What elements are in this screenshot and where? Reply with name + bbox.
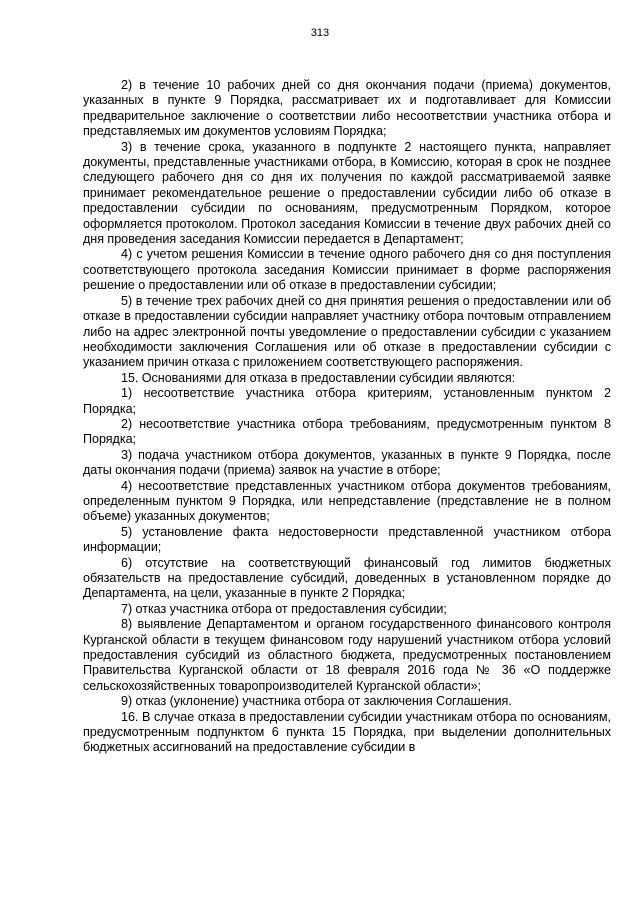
- paragraph-15-7: 7) отказ участника отбора от предоставления субсидии;: [121, 601, 447, 616]
- paragraph-15-heading: 15. Основаниями для отказа в предоставлении субсидии являются:: [121, 370, 516, 385]
- paragraph-14-4: 4) с учетом решения Комиссии в течение одного рабочего дня со дня поступления соответствующего протокола заседания Комиссии принимает в форме распоряжения решение о предоставлении или об отказе в предоставлении субсидии;: [83, 247, 611, 293]
- paragraph-16: 16. В случае отказа в предоставлении субсидии участникам отбора по основаниям, предусмотренным подпунктом 6 пункта 15 Порядка, при выделении дополнительных бюджетных ассигнований на предоставление субсидии в: [83, 709, 611, 755]
- paragraph-15-9: 9) отказ (уклонение) участника отбора от заключения Соглашения.: [121, 694, 512, 709]
- paragraph-14-3: 3) в течение срока, указанного в подпункте 2 настоящего пункта, направляет документы, представленные участниками отбора, в Комиссию, которая в срок не позднее следующего рабочего дня со дня их получения по каждой рассматриваемой заявке принимает рекомендательное решение о предоставлении субсидии либо об отказе в предоставлении субсидии по основаниям, предусмотренным Порядком, которое оформляется протоколом. Протокол заседания Комиссии в течение двух рабочих дней со дня проведения заседания Комиссии передается в Департамент;: [83, 139, 611, 247]
- paragraph-15-8: 8) выявление Департаментом и органом государственного финансового контроля Курганской области в текущем финансовом году нарушений участником отбора условий предоставления субсидий из областного бюджета, предусмотренных постановлением Правительства Курганской области от 18 февраля 2016 года № 36 «О поддержке сельскохозяйственных товаропроизводителей Курганской области»;: [83, 617, 611, 693]
- page-number: 313: [310, 27, 330, 39]
- paragraph-14-5: 5) в течение трех рабочих дней со дня принятия решения о предоставлении или об отказе в предоставлении субсидии направляет участнику отбора почтовым отправлением либо на адрес электронной почты уведомление о предоставлении субсидии с указанием необходимости заключения Соглашения или об отказе в предоставлении субсидии с указанием причин отказа с приложением соответствующего распоряжения.: [83, 293, 611, 370]
- paragraph-15-1: 1) несоответствие участника отбора критериям, установленным пунктом 2 Порядка;: [83, 386, 611, 416]
- paragraph-15-4: 4) несоответствие представленных участником отбора документов требованиям, определенным пунктом 9 Порядка, или непредставление (представление не в полном объеме) указанных документов;: [83, 478, 611, 524]
- paragraph-15-5: 5) установление факта недостоверности представленной участником отбора информации;: [83, 524, 611, 555]
- paragraph-15-2: 2) несоответствие участника отбора требованиям, предусмотренным пунктом 8 Порядка;: [83, 416, 611, 447]
- paragraph-15-6: 6) отсутствие на соответствующий финансовый год лимитов бюджетных обязательств на предоставление субсидий, доведенных в установленном порядке до Департамента, на цели, указанные в пункте 2 Порядка;: [83, 555, 611, 601]
- paragraph-14-2: 2) в течение 10 рабочих дней со дня окончания подачи (приема) документов, указанных в пункте 9 Порядка, рассматривает их и подготавливает для Комиссии предварительное заключение о соответствии либо несоответствии участника отбора и представляемых им документов условиям Порядка;: [83, 78, 611, 139]
- document-body: [83, 78, 611, 756]
- paragraph-15-3: 3) подача участником отбора документов, указанных в пункте 9 Порядка, после даты окончания подачи (приема) заявок на участие в отборе;: [83, 447, 611, 478]
